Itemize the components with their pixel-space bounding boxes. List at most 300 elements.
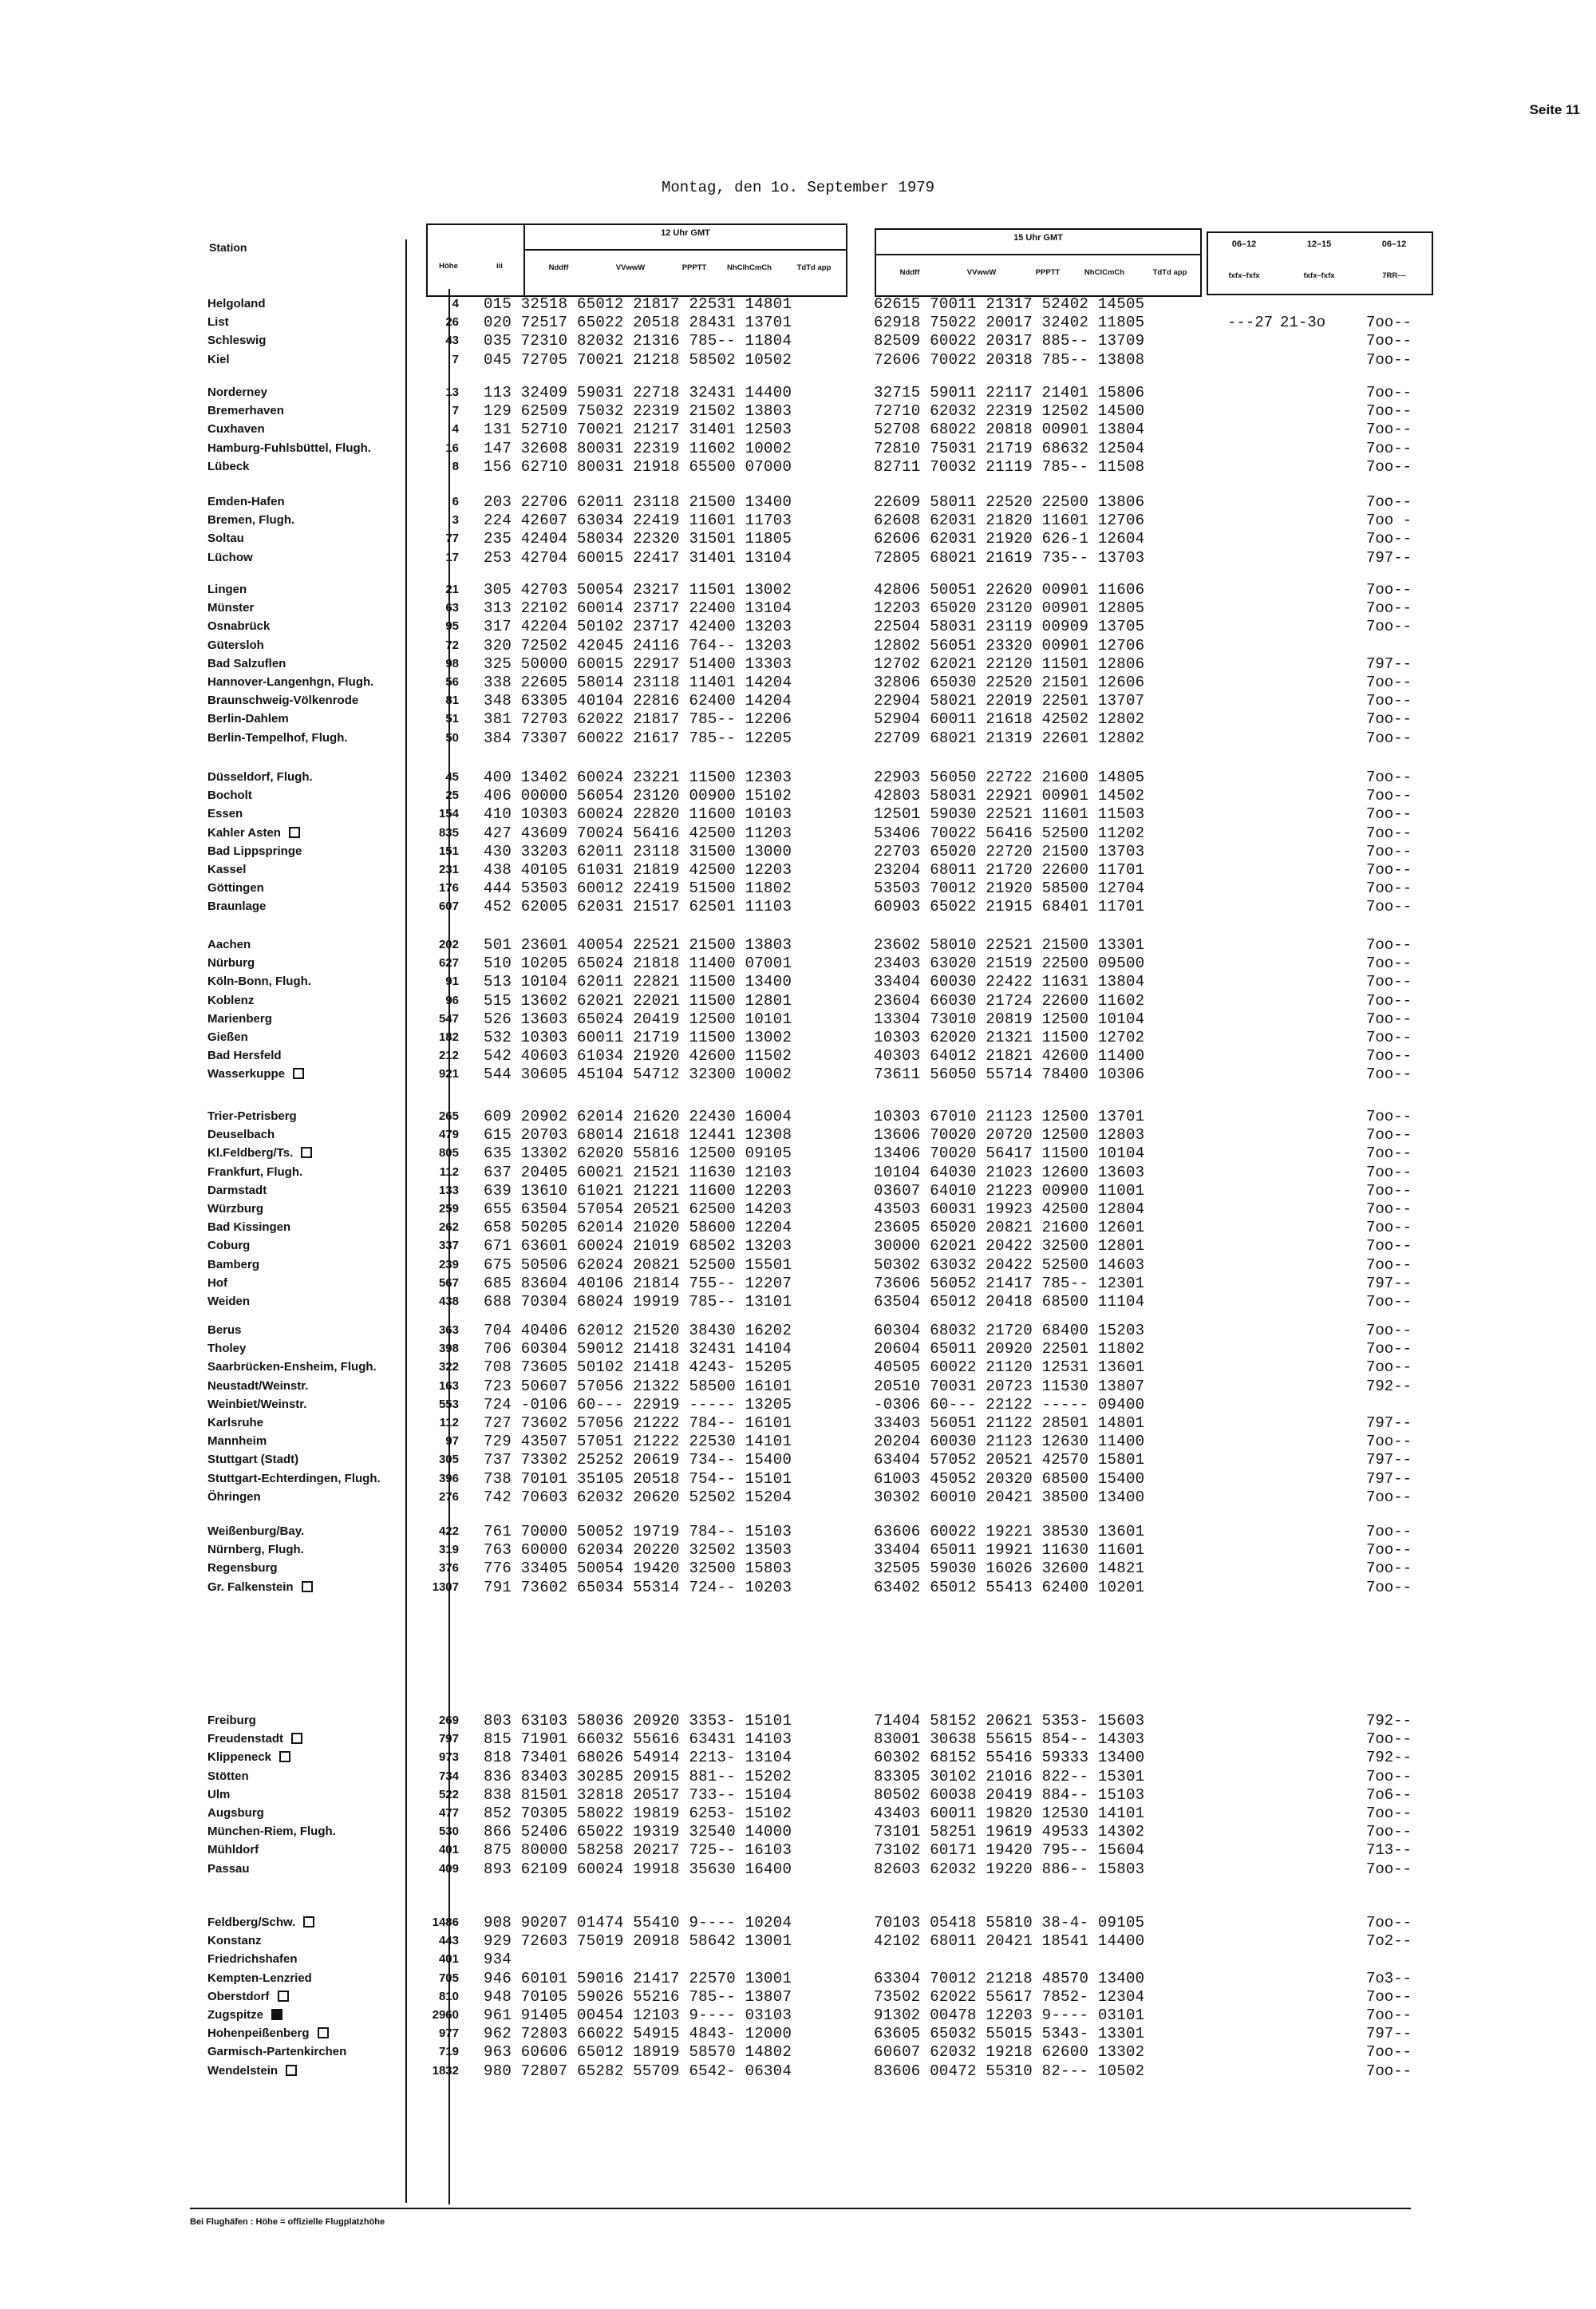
obs-15-gmt: 73102 60171 19420 795-- 15604: [874, 1841, 1145, 1860]
header-extra-g1: 06–12: [1231, 239, 1257, 249]
obs-12-gmt: 815 71901 66032 55616 63431 14103: [484, 1730, 792, 1749]
station-name: [207, 639, 264, 652]
station-hoehe: 4: [452, 297, 459, 310]
extra-group-e3: 7oo--: [1366, 1163, 1412, 1181]
station-name: [207, 441, 371, 455]
obs-12-gmt: 761 70000 50052 19719 784-- 15103: [484, 1523, 792, 1540]
obs-12-gmt: 946 60101 59016 21417 22570 13001: [484, 1969, 792, 1987]
obs-12-gmt: 515 13602 62021 22021 11500 12801: [484, 991, 792, 1010]
extra-group-e3: 797--: [1366, 1451, 1412, 1469]
station-name: [207, 2026, 329, 2040]
obs-15-gmt: 20204 60030 21123 12630 11400: [874, 1433, 1145, 1451]
station-hoehe: 401: [438, 1952, 459, 1967]
extra-group-e3: 7oo--: [1366, 769, 1412, 786]
obs-15-gmt: 42102 68011 20421 18541 14400: [874, 1932, 1145, 1951]
obs-12-gmt: 706 60304 59012 21418 32431 14104: [484, 1340, 792, 1358]
station-hoehe: 4: [452, 422, 459, 437]
obs-15-gmt: 33403 56051 21122 28501 14801: [874, 1414, 1145, 1432]
extra-group-e3: 7oo--: [1366, 1805, 1412, 1822]
extra-group-e3: 7oo--: [1366, 439, 1412, 457]
extra-group-e3: 7o2--: [1366, 1932, 1412, 1951]
station-hoehe: 422: [438, 1524, 459, 1538]
station-label: Klippeneck: [207, 1750, 272, 1765]
extra-group-e3: 7oo--: [1366, 493, 1412, 511]
extra-group-e3: 7oo--: [1366, 1200, 1412, 1218]
station-hoehe: 26: [445, 315, 459, 330]
extra-group-e3: 7oo--: [1366, 530, 1412, 548]
header-extra-s1: fxfx–fxfx: [1228, 271, 1260, 280]
extra-group-e3: 7oo--: [1366, 314, 1412, 332]
header-12-col4: NhClhCmCh: [727, 263, 772, 272]
extra-group-e3: 713--: [1366, 1841, 1412, 1860]
station-label: Bamberg: [207, 1257, 260, 1271]
station-name: [207, 385, 267, 399]
extra-group-e3: 7oo--: [1366, 1560, 1412, 1578]
station-label: Stuttgart (Stadt): [207, 1453, 299, 1467]
station-name: [207, 1276, 227, 1290]
obs-15-gmt: 63504 65012 20418 68500 11104: [874, 1293, 1145, 1311]
station-hoehe: 182: [438, 1030, 459, 1044]
station-hoehe: 322: [438, 1360, 459, 1374]
obs-15-gmt: 73606 56052 21417 785-- 12301: [874, 1274, 1145, 1292]
station-label: Lingen: [207, 583, 247, 596]
obs-12-gmt: 763 60000 62034 20220 32502 13503: [484, 1541, 792, 1560]
station-name: [207, 1543, 304, 1556]
extra-group-e3: 7oo--: [1366, 332, 1412, 350]
station-label: Kempten-Lenzried: [207, 1971, 312, 1985]
station-name: [207, 1952, 298, 1966]
header-12-col5: TdTd app: [796, 263, 832, 272]
obs-12-gmt: 852 70305 58022 19819 6253- 15102: [484, 1805, 792, 1822]
obs-15-gmt: 83001 30638 55615 854-- 14303: [874, 1730, 1145, 1749]
station-label: Schleswig: [207, 334, 267, 348]
obs-12-gmt: 963 60606 65012 18919 58570 14802: [484, 2043, 792, 2062]
obs-15-gmt: 22504 58031 23119 00909 13705: [874, 618, 1145, 636]
station-label: Göttingen: [207, 881, 264, 896]
obs-12-gmt: 526 13603 65024 20419 12500 10101: [484, 1010, 792, 1028]
header-15-col1: Nddff: [899, 268, 920, 277]
obs-12-gmt: 948 70105 59026 55216 785-- 13807: [484, 1987, 792, 2006]
station-hoehe: 797: [438, 1732, 459, 1746]
station-hoehe: 56: [445, 675, 459, 689]
extra-group-e3: 7oo--: [1366, 384, 1412, 401]
station-name: [207, 1732, 302, 1746]
obs-12-gmt: 320 72502 42045 24116 764-- 13203: [484, 636, 792, 654]
header-gmt15: 15 Uhr GMT: [1013, 233, 1063, 243]
obs-12-gmt: 317 42204 50102 23717 42400 13203: [484, 618, 792, 636]
obs-12-gmt: 685 83604 40106 21814 755-- 12207: [484, 1274, 792, 1292]
extra-group-e3: 7oo--: [1366, 805, 1412, 824]
obs-15-gmt: 10303 67010 21123 12500 13701: [874, 1108, 1145, 1125]
station-hoehe: 112: [439, 1416, 459, 1429]
obs-12-gmt: 671 63601 60024 21019 68502 13203: [484, 1237, 792, 1255]
extra-group-e3: 7oo--: [1366, 1914, 1412, 1931]
extra-group-e3: 7oo--: [1366, 936, 1412, 954]
station-name: [207, 1360, 377, 1374]
station-name: [207, 1030, 248, 1044]
station-hoehe: 202: [438, 938, 459, 951]
obs-12-gmt: 637 20405 60021 21521 11630 12103: [484, 1163, 792, 1181]
station-name: [207, 1990, 289, 2003]
station-hoehe: 973: [438, 1750, 459, 1765]
extra-group-e3: 7oo--: [1366, 1488, 1412, 1506]
station-name: [207, 956, 255, 970]
extra-group-e3: 7oo--: [1366, 402, 1412, 421]
obs-12-gmt: 438 40105 61031 21819 42500 12203: [484, 861, 792, 879]
station-label: Oberstdorf: [207, 1989, 270, 2003]
obs-12-gmt: 615 20703 68014 21618 12441 12308: [484, 1126, 792, 1145]
station-label: Köln-Bonn, Flugh.: [207, 975, 311, 989]
station-hoehe: 63: [445, 601, 459, 615]
station-name: [207, 712, 289, 726]
station-hoehe: 239: [438, 1257, 459, 1271]
station-label: Neustadt/Weinstr.: [207, 1378, 309, 1393]
open-square-icon: [301, 1147, 312, 1158]
header-12-col2: VVwwW: [615, 263, 646, 272]
extra-group-e3: 7oo--: [1366, 1860, 1412, 1878]
obs-15-gmt: 12802 56051 23320 00901 12706: [874, 636, 1145, 654]
station-name: [207, 532, 244, 545]
extra-group-e3: 792--: [1366, 1377, 1412, 1395]
station-name: [207, 460, 250, 473]
station-hoehe: 734: [438, 1769, 459, 1783]
station-name: [207, 994, 254, 1007]
obs-12-gmt: 688 70304 68024 19919 785-- 13101: [484, 1293, 792, 1311]
extra-group-e3: 7oo--: [1366, 880, 1412, 898]
station-label: Braunlage: [207, 899, 267, 914]
station-label: Hof: [207, 1275, 227, 1290]
filled-square-icon: [271, 2009, 282, 2020]
obs-12-gmt: 338 22605 58014 23118 11401 14204: [484, 674, 792, 691]
station-label: Kl.Feldberg/Ts.: [207, 1146, 294, 1160]
obs-15-gmt: 72710 62032 22319 12502 14500: [874, 402, 1145, 421]
station-label: Stötten: [207, 1769, 249, 1783]
obs-15-gmt: 32715 59011 22117 21401 15806: [874, 384, 1145, 401]
station-name: [207, 1561, 278, 1575]
station-name: [207, 789, 252, 802]
station-hoehe: 319: [438, 1543, 459, 1557]
obs-15-gmt: 30302 60010 20421 38500 13400: [874, 1488, 1145, 1506]
obs-15-gmt: 60304 68032 21720 68400 15203: [874, 1322, 1145, 1339]
extra-group-e3: 7o3--: [1366, 1969, 1412, 1987]
station-hoehe: 269: [438, 1714, 459, 1727]
station-name: [207, 2064, 297, 2078]
obs-12-gmt: 348 63305 40104 22816 62400 14204: [484, 692, 792, 710]
extra-group-e3: 7oo--: [1366, 1340, 1412, 1358]
station-name: [207, 1202, 263, 1216]
obs-15-gmt: 63605 65032 55015 5343- 13301: [874, 2025, 1145, 2043]
station-label: Gr. Falkenstein: [207, 1580, 294, 1594]
station-hoehe: 91: [445, 975, 459, 989]
station-hoehe: 401: [438, 1843, 459, 1857]
station-label: Braunschweig-Völkenrode: [207, 694, 359, 708]
extra-group-e3: 7oo--: [1366, 898, 1412, 916]
obs-12-gmt: 639 13610 61021 21221 11600 12203: [484, 1181, 792, 1200]
extra-group-e3: 792--: [1366, 1712, 1412, 1730]
obs-12-gmt: 313 22102 60014 23717 22400 13104: [484, 599, 792, 618]
station-hoehe: 16: [445, 441, 459, 455]
station-label: Berus: [207, 1323, 242, 1337]
obs-15-gmt: 40303 64012 21821 42600 11400: [874, 1047, 1145, 1066]
station-name: [207, 404, 284, 417]
station-hoehe: 81: [445, 694, 459, 708]
station-hoehe: 21: [445, 583, 459, 596]
obs-12-gmt: 147 32608 80031 22319 11602 10002: [484, 439, 792, 457]
station-name: [207, 1788, 230, 1801]
date-title: Montag, den 1o. September 1979: [661, 179, 935, 196]
obs-15-gmt: 72606 70022 20318 785-- 13808: [874, 350, 1145, 369]
station-label: Kahler Asten: [207, 825, 281, 840]
station-label: Ulm: [207, 1787, 231, 1801]
obs-12-gmt: 791 73602 65034 55314 724-- 10203: [484, 1578, 792, 1596]
extra-group-e3: 7oo--: [1366, 824, 1412, 842]
obs-12-gmt: 962 72803 66022 54915 4843- 12000: [484, 2025, 792, 2043]
obs-12-gmt: 727 73602 57056 21222 784-- 16101: [484, 1414, 792, 1432]
station-name: [207, 1750, 290, 1764]
obs-12-gmt: 980 72807 65282 55709 6542- 06304: [484, 2062, 792, 2080]
obs-12-gmt: 444 53503 60012 22419 51500 11802: [484, 880, 792, 898]
station-name: [207, 675, 373, 689]
station-label: Weinbiet/Weinstr.: [207, 1397, 307, 1411]
obs-12-gmt: 532 10303 60011 21719 11500 13002: [484, 1029, 792, 1046]
extra-group-e3: 7oo--: [1366, 421, 1412, 439]
obs-12-gmt: 875 80000 58258 20217 725-- 16103: [484, 1841, 792, 1860]
station-name: [207, 1379, 308, 1393]
station-hoehe: 376: [438, 1561, 459, 1576]
header-15-col3: PPPTT: [1035, 268, 1061, 277]
station-hoehe: 3: [452, 513, 459, 528]
obs-15-gmt: 83606 00472 55310 82--- 10502: [874, 2062, 1145, 2080]
station-label: Bremerhaven: [207, 404, 284, 418]
station-hoehe: 553: [438, 1397, 459, 1411]
station-hoehe: 398: [438, 1342, 459, 1356]
station-name: [207, 1580, 313, 1594]
obs-12-gmt: 836 83403 30285 20915 881-- 15202: [484, 1767, 792, 1785]
station-hoehe: 96: [445, 993, 459, 1007]
obs-12-gmt: 035 72310 82032 21316 785-- 11804: [484, 332, 792, 350]
extra-group-e3: 7oo--: [1366, 618, 1412, 636]
station-hoehe: 835: [438, 825, 459, 840]
station-label: Bocholt: [207, 789, 252, 803]
obs-12-gmt: 655 63504 57054 20521 62500 14203: [484, 1200, 792, 1218]
station-name: [207, 731, 348, 745]
station-label: Darmstadt: [207, 1183, 267, 1197]
obs-12-gmt: 400 13402 60024 23221 11500 12303: [484, 769, 792, 786]
station-label: Karlsruhe: [207, 1416, 264, 1429]
station-label: Lüchow: [207, 550, 253, 564]
obs-12-gmt: 452 62005 62031 21517 62501 11103: [484, 898, 792, 916]
station-label: Garmisch-Partenkirchen: [207, 2045, 347, 2059]
station-name: [207, 1490, 261, 1504]
station-name: [207, 938, 251, 951]
station-name: [207, 422, 265, 436]
header-extra-g3: 06–12: [1381, 239, 1407, 249]
obs-15-gmt: 43503 60031 19923 42500 12804: [874, 1200, 1145, 1218]
station-label: Gütersloh: [207, 638, 264, 652]
extra-group-e3: 7oo--: [1366, 1010, 1412, 1028]
station-hoehe: 13: [445, 385, 459, 399]
station-hoehe: 977: [438, 2026, 459, 2041]
extra-group-e3: 7oo--: [1366, 581, 1412, 599]
station-label: Aachen: [207, 938, 251, 951]
extra-group-e3: 7oo--: [1366, 861, 1412, 879]
extra-group-e3: 7oo--: [1366, 1219, 1412, 1237]
extra-group-e3: 7oo--: [1366, 1108, 1412, 1125]
station-hoehe: 567: [438, 1275, 459, 1290]
obs-15-gmt: 63404 57052 20521 42570 15801: [874, 1451, 1145, 1469]
station-hoehe: 479: [438, 1128, 459, 1142]
obs-15-gmt: 10104 64030 21023 12600 13603: [874, 1163, 1145, 1181]
station-name: [207, 1220, 290, 1234]
station-hoehe: 133: [438, 1183, 459, 1197]
extra-group-e1: ---27: [1227, 314, 1274, 332]
header-extra-s3: 7RR––: [1382, 271, 1406, 280]
station-name: [207, 583, 247, 596]
extra-group-e3: 7oo--: [1366, 674, 1412, 691]
extra-group-e3: 792--: [1366, 1749, 1412, 1767]
obs-15-gmt: 62615 70011 21317 52402 14505: [874, 295, 1145, 313]
station-name: [207, 1184, 267, 1197]
station-name: [207, 1342, 246, 1355]
station-label: Emden-Hafen: [207, 495, 285, 508]
station-label: Koblenz: [207, 993, 255, 1007]
station-hoehe: 443: [438, 1934, 459, 1948]
obs-15-gmt: 23403 63020 21519 22500 09500: [874, 955, 1145, 973]
extra-group-e3: 7oo--: [1366, 1066, 1412, 1084]
obs-15-gmt: 13406 70020 56417 11500 10104: [874, 1145, 1145, 1163]
station-label: Marienberg: [207, 1011, 272, 1026]
station-name: [207, 1769, 249, 1783]
station-label: Lübeck: [207, 459, 250, 473]
obs-15-gmt: 12501 59030 22521 11601 11503: [874, 805, 1145, 824]
station-name: [207, 1971, 312, 1985]
obs-12-gmt: 406 00000 56054 23120 00900 15102: [484, 787, 792, 805]
obs-15-gmt: 22904 58021 22019 22501 13707: [874, 692, 1145, 710]
station-name: [207, 1109, 297, 1123]
extra-group-e3: 7oo--: [1366, 729, 1412, 747]
extra-group-e3: 797--: [1366, 2025, 1412, 2043]
station-name: [207, 1165, 302, 1179]
header-extra-s2: fxfx–fxfx: [1303, 271, 1335, 280]
extra-group-e3: 7oo--: [1366, 2007, 1412, 2024]
station-label: Freiburg: [207, 1714, 256, 1727]
station-hoehe: 8: [452, 459, 459, 473]
station-hoehe: 705: [438, 1971, 459, 1985]
obs-12-gmt: 544 30605 45104 54712 32300 10002: [484, 1066, 792, 1084]
obs-15-gmt: 20604 65011 20920 22501 11802: [874, 1340, 1145, 1358]
station-name: [207, 863, 246, 876]
extra-group-e2: 21-3o: [1280, 314, 1326, 332]
station-name: [207, 1453, 298, 1466]
obs-12-gmt: 381 72703 62022 21817 785-- 12206: [484, 710, 792, 729]
obs-15-gmt: 60607 62032 19218 62600 13302: [874, 2043, 1145, 2062]
header-extra-g2: 12–15: [1306, 239, 1332, 249]
obs-12-gmt: 325 50000 60015 22917 51400 13303: [484, 654, 792, 673]
station-hoehe: 176: [438, 881, 459, 896]
extra-group-e3: 7oo--: [1366, 710, 1412, 729]
station-hoehe: 627: [438, 956, 459, 971]
station-name: [207, 1295, 250, 1308]
station-name: [207, 2008, 282, 2022]
extra-group-e3: 7o6--: [1366, 1785, 1412, 1804]
station-hoehe: 438: [438, 1295, 459, 1308]
obs-15-gmt: 80502 60038 20419 884-- 15103: [874, 1785, 1145, 1804]
rule-bottom: [190, 2208, 1411, 2209]
obs-15-gmt: 60302 68152 55416 59333 13400: [874, 1749, 1145, 1767]
obs-12-gmt: 235 42404 58034 22320 31501 11805: [484, 530, 792, 548]
obs-15-gmt: 71404 58152 20621 5353- 15603: [874, 1712, 1145, 1730]
station-label: Stuttgart-Echterdingen, Flugh.: [207, 1471, 381, 1485]
obs-12-gmt: 305 42703 50054 23217 11501 13002: [484, 581, 792, 599]
obs-15-gmt: -0306 60--- 22122 ----- 09400: [874, 1395, 1145, 1413]
extra-group-e3: 797--: [1366, 654, 1412, 673]
station-label: Trier-Petrisberg: [207, 1109, 297, 1123]
obs-12-gmt: 803 63103 58036 20920 3353- 15101: [484, 1712, 792, 1730]
station-label: Norderney: [207, 385, 268, 399]
station-label: Feldberg/Schw.: [207, 1916, 296, 1929]
station-label: Berlin-Tempelhof, Flugh.: [207, 730, 348, 745]
obs-15-gmt: 91302 00478 12203 9---- 03101: [874, 2007, 1145, 2024]
station-label: Freudenstadt: [207, 1732, 284, 1746]
obs-12-gmt: 729 43507 57051 21222 22530 14101: [484, 1433, 792, 1451]
station-label: Cuxhaven: [207, 422, 265, 437]
extra-group-e3: 7oo--: [1366, 1237, 1412, 1255]
station-hoehe: 7: [452, 404, 459, 418]
obs-15-gmt: 22703 65020 22720 21500 13703: [874, 842, 1145, 860]
obs-15-gmt: 23204 68011 21720 22600 11701: [874, 861, 1145, 879]
extra-group-e3: 797--: [1366, 1469, 1412, 1488]
obs-12-gmt: 224 42607 63034 22419 11601 11703: [484, 512, 792, 530]
station-name: [207, 1806, 264, 1820]
station-name: [207, 2045, 346, 2058]
station-name: [207, 807, 243, 820]
station-label: Regensburg: [207, 1561, 278, 1576]
station-label: Münster: [207, 601, 255, 615]
extra-group-e3: 7oo--: [1366, 1578, 1412, 1596]
obs-15-gmt: 03607 64010 21223 00900 11001: [874, 1181, 1145, 1200]
header-12-col3: PPPTT: [681, 263, 707, 272]
station-hoehe: 363: [438, 1323, 459, 1337]
station-label: Bad Hersfeld: [207, 1049, 282, 1063]
open-square-icon: [318, 2027, 329, 2038]
station-hoehe: 25: [445, 789, 459, 803]
station-label: Augsburg: [207, 1806, 264, 1820]
station-hoehe: 719: [438, 2045, 459, 2059]
station-hoehe: 921: [438, 1067, 459, 1081]
station-name: [207, 1049, 282, 1062]
station-name: [207, 881, 264, 895]
station-label: Berlin-Dahlem: [207, 712, 289, 726]
obs-12-gmt: 156 62710 80031 21918 65500 07000: [484, 457, 792, 476]
station-hoehe: 262: [438, 1220, 459, 1235]
station-label: Osnabrück: [207, 619, 271, 634]
station-label: Bremen, Flugh.: [207, 513, 295, 528]
obs-12-gmt: 908 90207 01474 55410 9---- 10204: [484, 1914, 792, 1931]
obs-15-gmt: 83305 30102 21016 822-- 15301: [874, 1767, 1145, 1785]
obs-15-gmt: 72810 75031 21719 68632 12504: [874, 439, 1145, 457]
station-label: Coburg: [207, 1239, 251, 1253]
station-label: Wendelstein: [207, 2063, 279, 2078]
header-hoehe: Höhe: [439, 262, 458, 271]
open-square-icon: [303, 1916, 314, 1927]
station-hoehe: 1486: [432, 1916, 459, 1929]
station-hoehe: 265: [438, 1109, 459, 1123]
station-label: Frankfurt, Flugh.: [207, 1164, 303, 1179]
obs-15-gmt: 52904 60011 21618 42502 12802: [874, 710, 1145, 729]
extra-group-e3: 7oo--: [1366, 2062, 1412, 2080]
station-label: Mannheim: [207, 1434, 267, 1449]
obs-12-gmt: 737 73302 25252 20619 734-- 15400: [484, 1451, 792, 1469]
